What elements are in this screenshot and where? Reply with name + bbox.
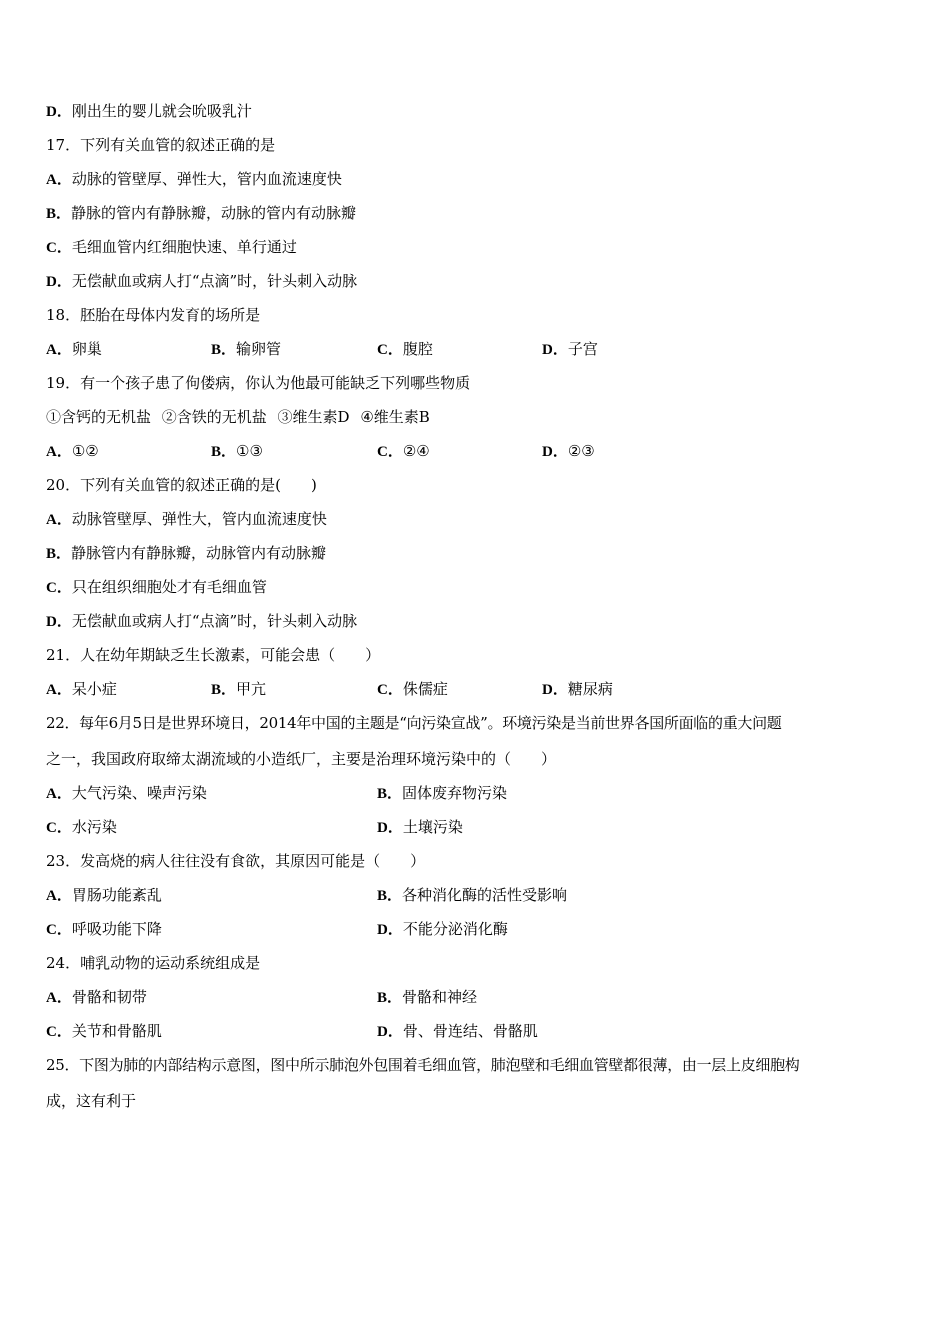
option-label: D． (377, 1024, 403, 1040)
option-text: 土壤污染 (402, 818, 463, 836)
q21-option-d (542, 679, 613, 700)
option-label: C． (46, 580, 72, 596)
option-text: 胃肠功能紊乱 (71, 886, 162, 904)
option-label: B． (211, 682, 237, 698)
option-label: A． (46, 888, 72, 904)
q22-stem-line2: 之一，我国政府取缔太湖流域的小造纸厂，主要是治理环境污染中的（ ） (46, 750, 557, 768)
option-label: B． (46, 206, 72, 222)
option-text: ②④ (402, 442, 430, 460)
q22-option-a (46, 783, 207, 804)
option-label: B． (46, 546, 72, 562)
q20-option-d (46, 611, 357, 632)
option-label: D． (377, 820, 403, 836)
q19-option-d (542, 441, 595, 462)
option-text: 静脉的管内有静脉瓣，动脉的管内有动脉瓣 (71, 204, 357, 222)
option-text: 各种消化酶的活性受影响 (402, 886, 568, 904)
q19-option-a (46, 441, 99, 462)
q21-option-b (211, 679, 266, 700)
option-text: 呆小症 (71, 680, 117, 698)
option-label: A． (46, 342, 72, 358)
option-label: B． (377, 990, 403, 1006)
option-label: D． (46, 274, 72, 290)
option-label: B． (211, 342, 237, 358)
option-label: B． (377, 888, 403, 904)
q22-option-d (377, 817, 463, 838)
option-text: 固体废弃物污染 (402, 784, 508, 802)
q23-option-b (377, 885, 567, 906)
option-text: 刚出生的婴儿就会吮吸乳汁 (71, 102, 252, 120)
q24-option-c (46, 1021, 162, 1042)
option-text: 糖尿病 (567, 680, 613, 698)
option-text: 无偿献血或病人打“点滴”时，针头刺入动脉 (71, 272, 358, 290)
option-text: 大气污染、噪声污染 (71, 784, 207, 802)
q20-option-b (46, 543, 326, 564)
option-text: 子宫 (567, 340, 598, 358)
q23-option-d (377, 919, 508, 940)
option-label: C． (46, 1024, 72, 1040)
q20-stem: 20．下列有关血管的叙述正确的是( ) (46, 476, 317, 494)
q24-stem: 24．哺乳动物的运动系统组成是 (46, 954, 261, 972)
q23-stem: 23．发高烧的病人往往没有食欲，其原因可能是（ ） (46, 852, 426, 870)
q17-stem: 17．下列有关血管的叙述正确的是 (46, 136, 276, 154)
q17-option-c (46, 237, 297, 258)
q17-option-a (46, 169, 342, 190)
option-text: 骨、骨连结、骨骼肌 (402, 1022, 538, 1040)
q18-stem: 18．胚胎在母体内发育的场所是 (46, 306, 261, 324)
option-label: D． (542, 444, 568, 460)
option-label: D． (46, 104, 72, 120)
q19-stem: 19．有一个孩子患了佝偻病，你认为他最可能缺乏下列哪些物质 (46, 374, 471, 392)
q22-option-b (377, 783, 507, 804)
option-text: ①③ (236, 442, 263, 460)
option-label: A． (46, 990, 72, 1006)
option-label: C． (377, 444, 403, 460)
q24-option-a (46, 987, 147, 1008)
option-text: 骨骼和韧带 (71, 988, 147, 1006)
q16-option-d (46, 101, 252, 122)
option-label: D． (542, 342, 568, 358)
option-label: C． (46, 820, 72, 836)
option-label: A． (46, 682, 72, 698)
option-text: 动脉管壁厚、弹性大，管内血流速度快 (71, 510, 327, 528)
option-label: C． (377, 682, 403, 698)
q21-stem: 21．人在幼年期缺乏生长激素，可能会患（ ） (46, 646, 381, 664)
option-text: 不能分泌消化酶 (402, 920, 508, 938)
q18-option-d (542, 339, 598, 360)
option-text: ①② (71, 442, 99, 460)
q19-option-c (377, 441, 430, 462)
option-text: 动脉的管壁厚、弹性大，管内血流速度快 (71, 170, 342, 188)
option-label: A． (46, 444, 72, 460)
option-text: 卵巢 (71, 340, 102, 358)
q25-stem-line1: 25．下图为肺的内部结构示意图，图中所示肺泡外包围着毛细血管，肺泡壁和毛细血管壁都很薄，由一层上皮细胞构 (46, 1056, 800, 1074)
option-label: A． (46, 786, 72, 802)
option-text: 腹腔 (402, 340, 433, 358)
option-text: 水污染 (71, 818, 117, 836)
option-text: 关节和骨骼肌 (71, 1022, 162, 1040)
option-label: A． (46, 172, 72, 188)
option-text: 甲亢 (236, 680, 267, 698)
option-text: 静脉管内有静脉瓣，动脉管内有动脉瓣 (71, 544, 327, 562)
option-text: 只在组织细胞处才有毛细血管 (71, 578, 267, 596)
q19-option-b (211, 441, 263, 462)
q20-option-a (46, 509, 327, 530)
option-label: B． (377, 786, 403, 802)
option-label: D． (377, 922, 403, 938)
q22-option-c (46, 817, 117, 838)
option-text: ②③ (567, 442, 595, 460)
option-label: D． (46, 614, 72, 630)
option-label: D． (542, 682, 568, 698)
option-text: 侏儒症 (402, 680, 448, 698)
option-label: C． (46, 240, 72, 256)
q21-option-c (377, 679, 448, 700)
q18-option-a (46, 339, 102, 360)
option-text: 输卵管 (236, 340, 282, 358)
option-text: 呼吸功能下降 (71, 920, 162, 938)
q17-option-b (46, 203, 356, 224)
option-label: B． (211, 444, 237, 460)
q19-items: ①含钙的无机盐 ②含铁的无机盐 ③维生素D ④维生素B (46, 408, 430, 426)
q23-option-c (46, 919, 162, 940)
q17-option-d (46, 271, 357, 292)
q18-option-c (377, 339, 433, 360)
option-text: 毛细血管内红细胞快速、单行通过 (71, 238, 297, 256)
option-text: 无偿献血或病人打“点滴”时，针头刺入动脉 (71, 612, 358, 630)
q20-option-c (46, 577, 267, 598)
option-label: C． (46, 922, 72, 938)
option-text: 骨骼和神经 (402, 988, 478, 1006)
option-label: C． (377, 342, 403, 358)
q23-option-a (46, 885, 162, 906)
q24-option-d (377, 1021, 538, 1042)
q21-option-a (46, 679, 117, 700)
q22-stem-line1: 22．每年6月5日是世界环境日，2014年中国的主题是“向污染宣战”。环境污染是当前世界各国所面临的重大问题 (46, 714, 782, 732)
q18-option-b (211, 339, 281, 360)
q25-stem-line2: 成，这有利于 (46, 1092, 137, 1110)
option-label: A． (46, 512, 72, 528)
q24-option-b (377, 987, 477, 1008)
